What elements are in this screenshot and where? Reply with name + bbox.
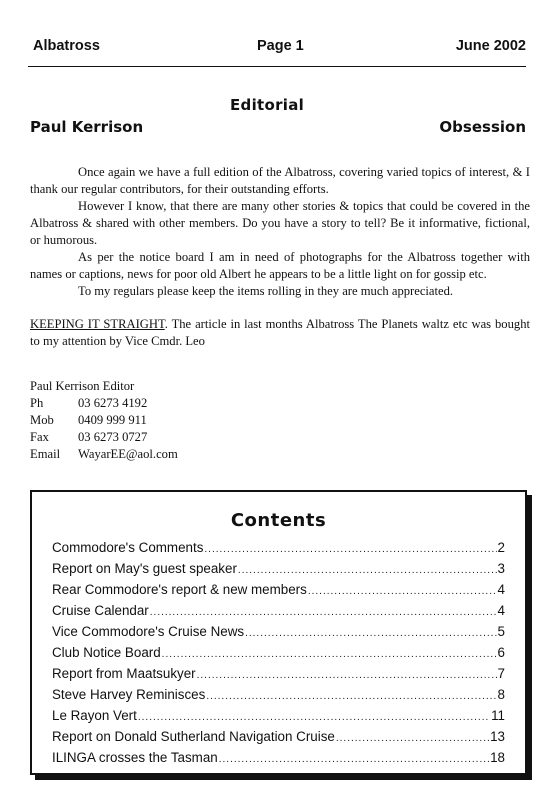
contact-phone-row: Ph 03 6273 4192: [30, 396, 148, 410]
editorial-paragraph: Once again we have a full edition of the Albatross, covering varied topics of interest, & I thank our regular contributors, for their outstanding efforts.: [30, 165, 530, 196]
contents-title: Contents: [230, 510, 327, 531]
contents-item: Rear Commodore's report & new members ..... 4: [52, 582, 505, 603]
keeping-straight-note: [30, 316, 530, 350]
editorial-paragraph: However I know, that there are many other stories & topics that could be covered in the Albatross & shared with other members. Do you have a story to tell? Be it informative, fictional, or humorous.: [30, 199, 530, 247]
contents-list: [52, 540, 505, 771]
editorial-paragraph: To my regulars please keep the items rolling in they are much appreciated.: [78, 284, 454, 298]
contact-email-row: Email WayarEE@aol.com: [30, 447, 178, 461]
page-number: Page 1: [257, 38, 304, 54]
editorial-topic: Obsession: [439, 118, 526, 136]
keeping-straight-heading: KEEPING IT STRAIGHT: [30, 317, 165, 331]
publication-name: Albatross: [33, 38, 100, 54]
page-header: [33, 38, 526, 60]
issue-date: June 2002: [455, 38, 526, 54]
editorial-author: Paul Kerrison: [30, 118, 144, 136]
editorial-body: [30, 164, 530, 350]
editorial-paragraph: As per the notice board I am in need of photographs for the Albatross together with names or captions, news for poor old Albert he appears to be a little light on for gossip etc.: [30, 250, 530, 281]
contact-fax-row: Fax 03 6273 0727: [30, 430, 148, 444]
contact-mobile-row: Mob 0409 999 911: [30, 413, 147, 427]
contents-item: Le Rayon Vert ..... 11: [52, 708, 505, 729]
contents-item: Report from Maatsukyer ..... 7: [52, 666, 505, 687]
contents-item: Report on May's guest speaker ..... 3: [52, 561, 505, 582]
contents-item: Steve Harvey Reminisces ..... 8: [52, 687, 505, 708]
contents-item: Vice Commodore's Cruise News ..... 5: [52, 624, 505, 645]
contents-item: Report on Donald Sutherland Navigation Cruise ..... 13: [52, 729, 505, 750]
contents-item: Cruise Calendar ..... 4: [52, 603, 505, 624]
contents-item: Club Notice Board ..... 6: [52, 645, 505, 666]
contents-item: ILINGA crosses the Tasman ..... 18: [52, 750, 505, 771]
editor-contact: [30, 378, 178, 463]
keeping-straight-text: . The article in last months Albatross The Planets waltz etc was bought to my attention by Vice Cmdr. Leo: [30, 317, 530, 348]
editorial-title: Editorial: [230, 96, 305, 114]
contact-name: Paul Kerrison Editor: [30, 379, 135, 393]
contents-item: Commodore's Comments ..... 2: [52, 540, 505, 561]
header-divider: [28, 66, 526, 67]
contents-box: [30, 490, 527, 775]
